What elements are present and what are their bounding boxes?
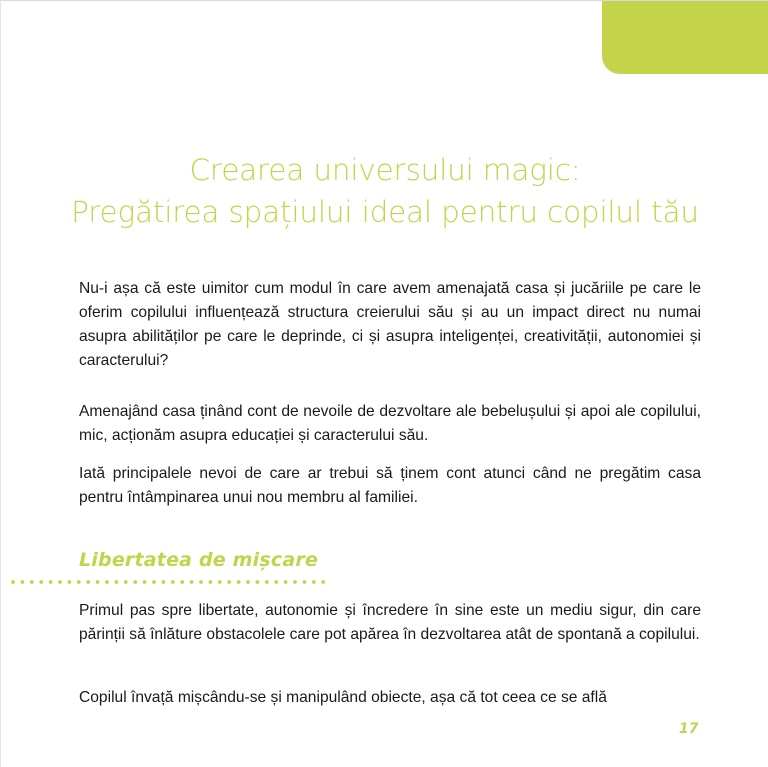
divider-dot [21,580,25,584]
intro-paragraph-1: Nu-i așa că este uimitor cum modul în care avem amenajată casa și jucăriile pe care le oferim copilului influențează structura creierului său și au un impact direct nu numai asupra abilităților pe care le deprinde, ci și asupra inteligenței, creativității, autonomiei și caracterului? [79,280,701,369]
divider-dot [312,580,316,584]
divider-dot [124,580,128,584]
divider-dot [218,580,222,584]
page-title [41,149,729,233]
divider-dot [58,580,62,584]
divider-dot [39,580,43,584]
divider-dot [180,580,184,584]
divider-dot [171,580,175,584]
divider-dot [321,580,325,584]
divider-dot [105,580,109,584]
divider-dot [190,580,194,584]
page-title-line-1: Crearea universului magic: [189,153,581,187]
divider-dot [115,580,119,584]
divider-dot [49,580,53,584]
divider-dot [143,580,147,584]
page-title-line-2: Pregătirea spațiului ideal pentru copilul tău [71,195,699,229]
divider-dot [30,580,34,584]
divider-dot [199,580,203,584]
divider-dot [274,580,278,584]
divider-dot [77,580,81,584]
divider-dot [11,580,15,584]
corner-accent-tab [602,1,768,74]
divider-dot [303,580,307,584]
divider-dot [284,580,288,584]
divider-dot [227,580,231,584]
intro-paragraph-2: Amenajând casa ținând cont de nevoile de dezvoltare ale bebelușului și apoi ale copilului, mic, acționăm asupra educației și caracterului său. [79,403,701,444]
divider-dot [256,580,260,584]
divider-dot [265,580,269,584]
divider-dot [133,580,137,584]
divider-dot [246,580,250,584]
divider-dot [86,580,90,584]
divider-dot [162,580,166,584]
divider-dot [293,580,297,584]
divider-dot [152,580,156,584]
divider-dot [68,580,72,584]
section-paragraph-1: Primul pas spre libertate, autonomie și încredere în sine este un mediu sigur, din care părinții să înlăture obstacolele care pot apărea în dezvoltarea atât de spontană a copilului. [79,602,701,643]
divider-dot [96,580,100,584]
divider-dot [209,580,213,584]
page-number: 17 [679,721,699,737]
intro-paragraph-3: Iată principalele nevoi de care ar trebui să ținem cont atunci când ne pregătim casa pentru întâmpinarea unui nou membru al familiei. [79,465,701,506]
section-heading: Libertatea de mișcare [79,549,319,571]
section-paragraph-2: Copilul învață mișcându-se și manipulând obiecte, așa că tot ceea ce se află [79,689,607,706]
dotted-divider [1,579,331,585]
divider-dot [237,580,241,584]
